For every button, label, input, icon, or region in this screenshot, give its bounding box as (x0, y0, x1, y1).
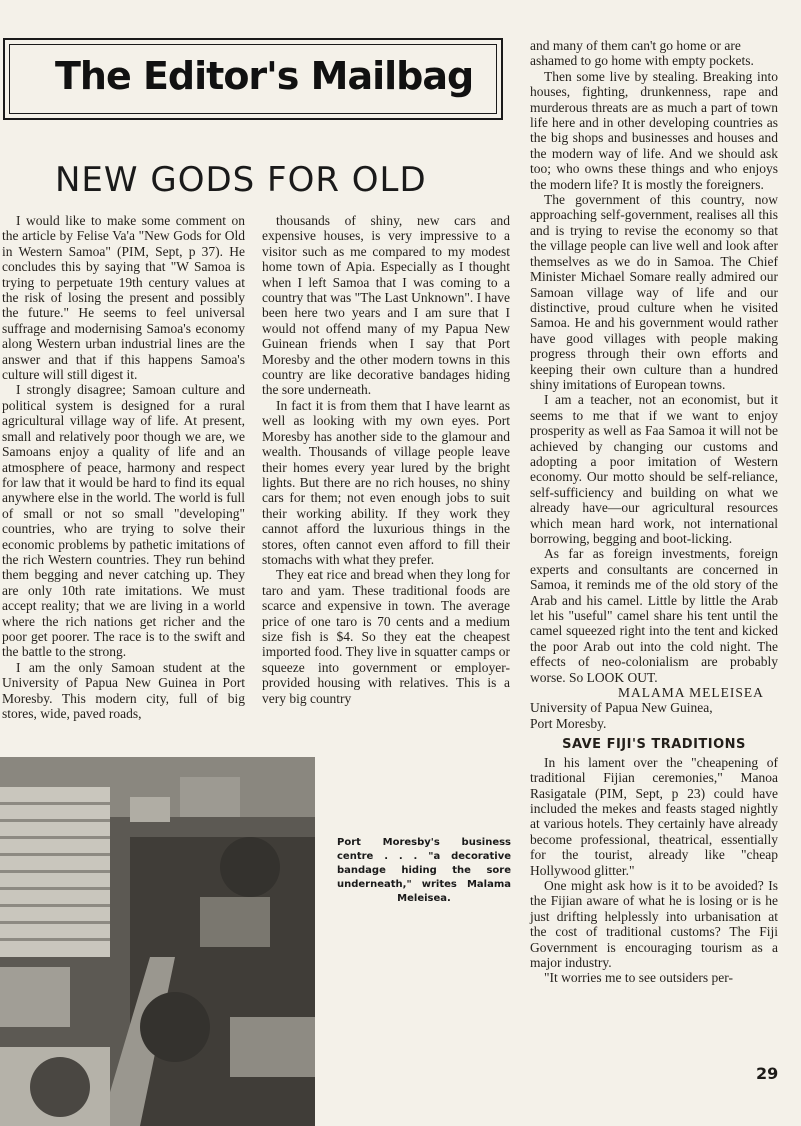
paragraph: I am a teacher, not an economist, but it seems to me that if we want to enjoy prosperity as well as Faa Samoa it will not be achieved by changing our customs and adopting a poor imitation of Western economy. Our motto should be self-reliance, self-sufficiency and building on what we already have—our agricultural resources which mean hard work, not international borrowing, begging and boot-licking. (530, 392, 778, 546)
city-photo (0, 757, 315, 1126)
paragraph: In fact it is from them that I have learnt as well as looking with my own eyes. Port Moresby has another side to the glamour and wealth. Thousands of village people leave their homes every year lured by the bright lights. But there are no rich houses, no shiny cars for them; not even enough jobs to suit their working ability. If they work they cannot afford the luxurious things in the stores, often cannot even afford to fill their stomachs with what they prefer. (262, 397, 510, 567)
article-column-1 (2, 213, 245, 721)
photo-caption: Port Moresby's business centre . . . "a decorative bandage hiding the sore underneath," writes Malama Meleisea. (337, 837, 511, 904)
signature-location: Port Moresby. (530, 715, 607, 731)
paragraph: thousands of shiny, new cars and expensive houses, is very impressive to a visitor such as me compared to my modest home town of Apia. Especially as I thought when I left Samoa that I was coming to a country that was "The Last Unknown". I have been here two years and I am sure that I would not offend many of my Papua New Guinean friends when I say that Port Moresby and the other modern towns in this country are like decorative bandages hiding the sore underneath. (262, 213, 510, 398)
paragraph: and many of them can't go home or are ashamed to go home with empty pockets. (530, 38, 754, 69)
paragraph: In his lament over the "cheapening of traditional Fijian ceremonies," Manoa Rasigatale (PIM, Sept, p 23) could have included the mekes and feasts staged nightly at various hotels. They certainly have already become professional, theatrical, essentially for the tourist, already like "cheap Hollywood glitter." (530, 754, 778, 878)
paragraph: They eat rice and bread when they long for taro and yam. These traditional foods are scarce and expensive in town. The average price of one taro is 70 cents and a medium size fish is $4. So they eat the cheapest imported food. They live in squatter camps or squeeze into government or employer-provided housing with relatives. This is a very big country (262, 567, 510, 706)
article-column-3 (530, 38, 778, 986)
signature-affiliation: University of Papua New Guinea, (530, 700, 713, 716)
paragraph: "It worries me to see outsiders per- (544, 970, 733, 986)
signature-name: MALAMA MELEISEA (618, 685, 764, 701)
paragraph: One might ask how is it to be avoided? Is the Fijian aware of what he is losing or is he just drifting helplessly into urbanisation at the cost of traditional customs? The Fiji Government is encouraging tourism as a major industry. (530, 877, 778, 970)
paragraph: The government of this country, now approaching self-government, realises all this and is trying to revise the economy so that the village people can live well and look after themselves as we do in Samoa. The Chief Minister Michael Somare really admired our Samoan village way of life and our distinctive, proud culture when he visited Samoa. He and his government would rather have good villages with people making progress through their own efforts and keeping their own culture than a hundred shiny imitations of European towns. (530, 192, 778, 392)
page-number: 29 (756, 1064, 779, 1083)
article-column-2 (262, 213, 510, 706)
paragraph: As far as foreign investments, foreign experts and consultants are concerned in Samoa, it reminds me of the old story of the Arab and his camel. Little by little the Arab let his "useful" camel share his tent until the camel squeezed right into the tent and kicked the poor Arab out into the cold night. The effects of neo-colonialism are probably worse. So LOOK OUT. (530, 546, 778, 685)
city-photo-illustration (0, 757, 315, 1126)
masthead-box (3, 38, 503, 120)
section-headline: SAVE FIJI'S TRADITIONS (562, 737, 746, 753)
paragraph: Then some live by stealing. Breaking into houses, fighting, drunkenness, rape and murderous threats are as much a part of town life here and in other developing countries as the big shops and businesses and houses and the modern way of life. And we should ask too; who owns these things and who enjoys the modern life? It is mostly the foreigners. (530, 68, 778, 192)
paragraph: I am the only Samoan student at the University of Papua New Guinea in Port Moresby. This modern city, full of big stores, wide, paved roads, (2, 659, 245, 721)
article-headline: NEW GODS FOR OLD (55, 160, 427, 200)
paragraph: I strongly disagree; Samoan culture and political system is designed for a rural agricultural village way of life. At present, small and relatively poor though we are, we Samoans enjoy a quality of life and an atmosphere of peace, harmony and respect for law that it would be hard to find its equal anywhere else in the world. The world is full of small or not so small "developing" countries, who are trying to solve their economic problems by pathetic imitations of the rich Western countries. They run behind them begging and never catching up. They are only 10th rate imitations. We must accept reality; that we are living in a world where the rich nations get richer and the poor get poorer. The race is to the swift and the battle to the strong. (2, 382, 245, 660)
masthead-title: The Editor's Mailbag (55, 54, 474, 98)
paragraph: I would like to make some comment on the article by Felise Va'a "New Gods for Old in Western Samoa" (PIM, Sept, p 37). He concludes this by saying that "W Samoa is trying to perpetuate 19th century values at the risk of losing the present and possibly the future." He seems to feel universal suffrage and modernising Samoa's economy along Western urban industrial lines are the answer and that if this happens Samoa's culture will still digest it. (2, 213, 245, 383)
